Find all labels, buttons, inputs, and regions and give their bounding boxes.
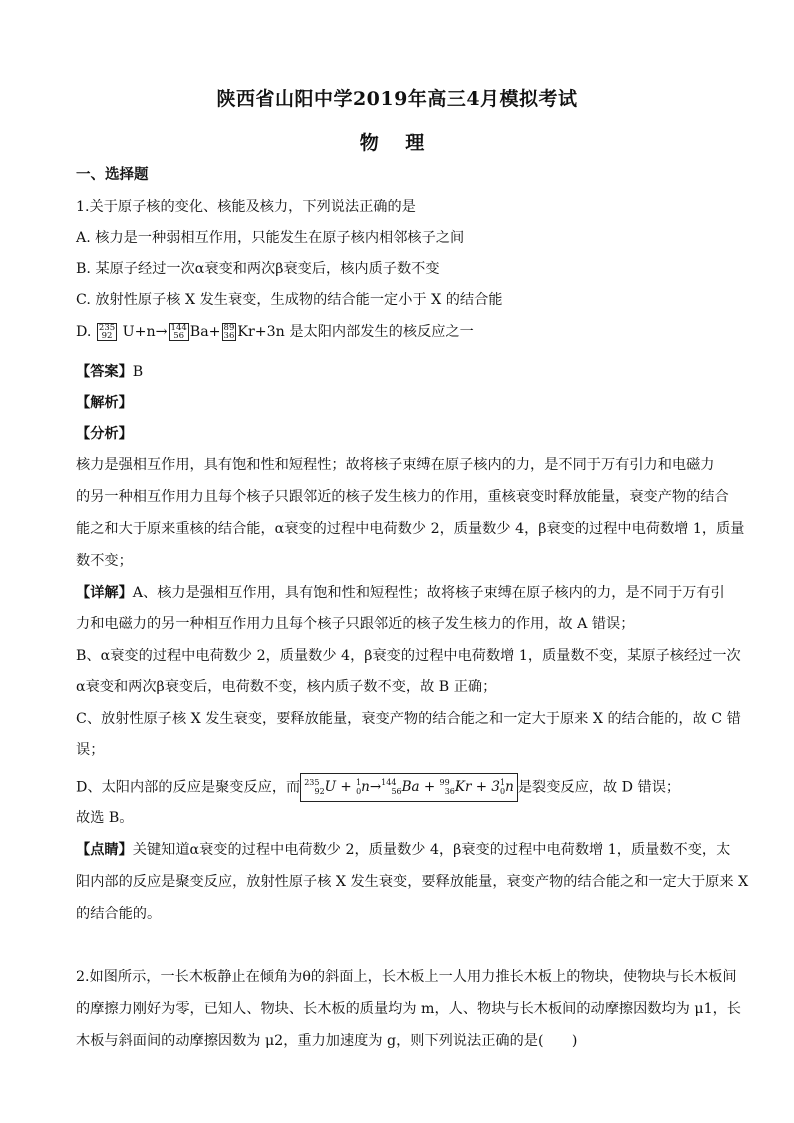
q1-option-a: A. 核力是一种弱相互作用，只能发生在原子核内相邻核子之间 (76, 230, 465, 246)
q1-option-d: D. 235 92 U+n→ 144 56 Ba+ 89 36 Kr+3n 是太阳内部发生的核反应之一 (76, 323, 474, 341)
document-title: 陕西省山阳中学2019年高三4月模拟考试 (216, 88, 578, 110)
q1-jiexi-label: 【解析】 (76, 395, 133, 411)
analysis-line-1: 核力是强相互作用，具有饱和性和短程性；故将核子束缚在原子核内的力，是不同于万有引力和电磁力 (76, 457, 715, 473)
q1-option-b: B. 某原子经过一次α衰变和两次β衰变后，核内质子数不变 (76, 261, 440, 277)
q2-line-3: 木板与斜面间的动摩擦因数为 μ2，重力加速度为 g，则下列说法正确的是( ) (76, 1033, 578, 1049)
analysis-line-2: 的另一种相互作用力且每个核子只跟邻近的核子发生核力的作用，重核衰变时释放能量，衰变产物的结合 (76, 489, 729, 505)
uranium-nuclide-box: 235 92 (98, 323, 116, 341)
krypton-nuclide-box: 89 36 (223, 323, 235, 341)
q1-stem: 1.关于原子核的变化、核能及核力，下列说法正确的是 (76, 199, 416, 215)
dianjing-line-3: 的结合能的。 (76, 906, 162, 922)
conclusion-line: 故选 B。 (76, 810, 134, 826)
dianjing-line-2: 阳内部的反应是聚变反应，放射性原子核 X 发生衰变，要释放能量，衰变产物的结合能之和一定大于原来 X (76, 874, 749, 890)
q2-line-2: 的摩擦力刚好为零，已知人、物块、长木板的质量均为 m，人、物块与长木板间的动摩擦因数均为 μ1，长 (76, 1001, 741, 1017)
option-d-prefix: D. (76, 324, 92, 340)
detail-line-1: 【详解】A、核力是强相互作用，具有饱和性和短程性；故将核子束缚在原子核内的力，是不同于万有引 (76, 585, 725, 601)
detail-line-5: C、放射性原子核 X 发生衰变，要释放能量，衰变产物的结合能之和一定大于原来 X 的结合能的，故 C 错 (76, 711, 741, 727)
barium-nuclide-box: 144 56 (170, 323, 187, 341)
detail-line-3: B、α衰变的过程中电荷数少 2，质量数少 4，β衰变的过程中电荷数增 1，质量数不变，某原子核经过一次 (76, 648, 741, 664)
q1-fenxi-label: 【分析】 (76, 426, 133, 442)
subject-title: 物 理 (359, 132, 435, 154)
analysis-line-3: 能之和大于原来重核的结合能，α衰变的过程中电荷数少 2，质量数少 4，β衰变的过程中电荷数增 1，质量 (76, 521, 745, 537)
q1-option-c: C. 放射性原子核 X 发生衰变，生成物的结合能一定小于 X 的结合能 (76, 292, 503, 308)
detail-line-2: 力和电磁力的另一种相互作用力且每个核子只跟邻近的核子发生核力的作用，故 A 错误； (76, 616, 635, 632)
detail-line-6: 误； (76, 742, 105, 758)
detail-line-4: α衰变和两次β衰变后，电荷数不变，核内质子数不变，故 B 正确； (76, 679, 497, 695)
analysis-line-4: 数不变； (76, 553, 133, 569)
dianjing-line-1: 【点睛】关键知道α衰变的过程中电荷数少 2，质量数少 4，β衰变的过程中电荷数增 1，质量数不变，太 (76, 842, 731, 858)
q1-answer: 【答案】B (76, 364, 144, 380)
section-heading: 一、选择题 (76, 166, 149, 183)
q2-line-1: 2.如图所示，一长木板静止在倾角为θ的斜面上，长木板上一人用力推长木板上的物块，使物块与长木板间 (76, 969, 737, 985)
detail-line-7: D、太阳内部的反应是聚变反应，而 $^{235}_{92}U + ^1_0n\to^{144}_{56}Ba + ^{99}_{36}Kr + 3^1_0n$ 是裂变反应，故 D 错误； (76, 773, 680, 802)
fission-equation-box: $^{235}_{92}U + ^1_0n\to^{144}_{56}Ba + ^{99}_{36}Kr + 3^1_0n$ (300, 773, 518, 802)
